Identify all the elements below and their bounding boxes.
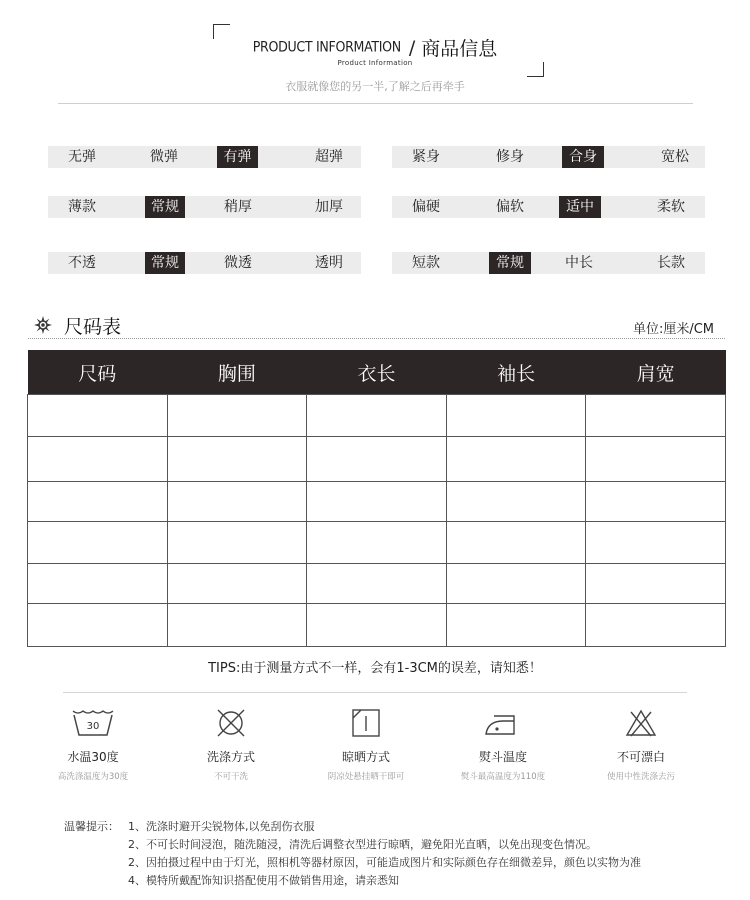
- attribute-row-transparency: [48, 252, 361, 274]
- attribute-option: 偏硬: [412, 199, 440, 215]
- table-cell: [446, 564, 586, 604]
- notice-label: 温馨提示：: [64, 820, 119, 833]
- attribute-option: 紧身: [412, 149, 440, 165]
- care-note: 使用中性洗涤去污: [606, 772, 675, 782]
- table-cell: [307, 522, 447, 564]
- title-chinese: 商品信息: [421, 38, 498, 60]
- table-cell: [167, 395, 307, 437]
- attribute-row-length: [392, 252, 705, 274]
- attribute-option: 柔软: [657, 199, 685, 215]
- table-cell: [307, 604, 447, 647]
- attribute-option: 短款: [412, 255, 440, 271]
- table-cell: [586, 564, 726, 604]
- attribute-option-selected: 常规: [145, 252, 185, 274]
- care-item-bleach: [571, 708, 711, 782]
- notice-list: [128, 818, 641, 890]
- attribute-option-selected: 有弹: [217, 146, 258, 168]
- tips-text: TIPS:由于测量方式不一样，会有1-3CM的误差，请知悉！: [208, 661, 542, 676]
- table-cell: [446, 395, 586, 437]
- column-header-sleeve: 袖长: [446, 350, 586, 395]
- notice-item: 4、模特所戴配饰知识搭配使用不做销售用途，请亲悉知: [128, 874, 399, 887]
- size-table: [27, 350, 726, 647]
- care-item-wash: [23, 708, 163, 782]
- attribute-option: 中长: [565, 255, 593, 271]
- table-cell: [28, 564, 168, 604]
- table-cell: [586, 522, 726, 564]
- size-table-header-row: [28, 350, 726, 395]
- table-cell: [307, 437, 447, 482]
- title-english: PRODUCT INFORMATION: [252, 39, 401, 56]
- attribute-option-selected: 常规: [145, 196, 185, 218]
- column-header-size: 尺码: [28, 350, 168, 395]
- table-cell: [586, 482, 726, 522]
- care-item-iron: [433, 708, 573, 782]
- attribute-option: 薄款: [68, 199, 96, 215]
- hang-dry-shade-icon: [344, 708, 388, 738]
- iron-icon: [481, 708, 525, 738]
- attribute-row-fit: [392, 146, 705, 168]
- attribute-row-softness: [392, 196, 705, 218]
- table-cell: [167, 564, 307, 604]
- column-header-length: 衣长: [307, 350, 447, 395]
- unit-label: 单位:厘米/CM: [632, 322, 714, 337]
- tagline: 衣服就像您的另一半,了解之后再牵手: [285, 80, 465, 93]
- table-cell: [307, 564, 447, 604]
- table-cell: [28, 395, 168, 437]
- attribute-option: 长款: [657, 255, 685, 271]
- tips-divider: [63, 692, 687, 693]
- column-header-chest: 胸围: [167, 350, 307, 395]
- care-note: 阴凉处悬挂晒干即可: [327, 772, 405, 782]
- care-label: 不可漂白: [616, 750, 665, 764]
- table-cell: [586, 437, 726, 482]
- product-info-header: [0, 0, 750, 105]
- header-divider: [58, 103, 693, 104]
- table-cell: [28, 437, 168, 482]
- table-cell: [586, 395, 726, 437]
- wash-30-icon: [71, 708, 115, 738]
- table-cell: [307, 482, 447, 522]
- care-label: 熨斗温度: [478, 750, 527, 764]
- table-cell: [167, 522, 307, 564]
- care-item-wash-method: [161, 708, 301, 782]
- table-cell: [167, 482, 307, 522]
- care-label: 晾晒方式: [341, 750, 390, 764]
- table-cell: [446, 604, 586, 647]
- care-label: 水温30度: [67, 750, 119, 764]
- attribute-option: 不透: [68, 255, 96, 271]
- attribute-option: 透明: [315, 255, 343, 271]
- table-cell: [167, 604, 307, 647]
- svg-text:30: 30: [86, 721, 100, 732]
- attribute-option: 偏软: [496, 199, 524, 215]
- attribute-option-selected: 常规: [489, 252, 531, 274]
- attribute-option: 宽松: [661, 149, 689, 165]
- attribute-option-selected: 合身: [562, 146, 604, 168]
- attribute-row-thickness: [48, 196, 361, 218]
- no-bleach-icon: [619, 708, 663, 738]
- size-chart-title: 尺码表: [64, 316, 122, 338]
- attribute-option-selected: 适中: [559, 196, 601, 218]
- table-cell: [28, 482, 168, 522]
- table-cell: [446, 482, 586, 522]
- title-separator: /: [408, 36, 416, 59]
- attribute-option: 超弹: [315, 149, 343, 165]
- attribute-option: 加厚: [315, 199, 343, 215]
- attribute-option: 稍厚: [224, 199, 252, 215]
- table-row: [28, 395, 726, 437]
- table-cell: [307, 395, 447, 437]
- column-header-shoulder: 肩宽: [586, 350, 726, 395]
- attribute-option: 无弹: [68, 149, 96, 165]
- title-subtitle: Product Information: [337, 59, 413, 67]
- attribute-option: 修身: [496, 149, 524, 165]
- care-note: 不可干洗: [213, 772, 248, 782]
- table-cell: [446, 437, 586, 482]
- notice-item: 2、不可长时间浸泡，随洗随浸，清洗后调整衣型进行晾晒，避免阳光直晒，以免出现变色情况。: [128, 838, 597, 851]
- table-row: [28, 564, 726, 604]
- care-note: 熨斗最高温度为110度: [460, 772, 546, 782]
- care-item-drying: [296, 708, 436, 782]
- table-cell: [446, 522, 586, 564]
- page-title: [0, 34, 750, 61]
- attribute-row-elasticity: [48, 146, 361, 168]
- notice-item: 2、因拍摄过程中由于灯光，照相机等器材原因，可能造成图片和实际颜色存在细微差异，颜色以实物为准: [128, 856, 641, 869]
- no-tumble-dry-icon: [209, 708, 253, 738]
- table-cell: [28, 604, 168, 647]
- table-row: [28, 604, 726, 647]
- care-label: 洗涤方式: [206, 750, 255, 764]
- table-row: [28, 437, 726, 482]
- table-cell: [28, 522, 168, 564]
- notice-item: 1、洗涤时避开尖锐物体,以免刮伤衣服: [128, 820, 315, 833]
- care-note: 高洗涤温度为30度: [57, 772, 129, 782]
- attribute-option: 微透: [224, 255, 252, 271]
- attribute-option: 微弹: [150, 149, 178, 165]
- sun-icon: [34, 316, 52, 334]
- dotted-divider: [28, 338, 725, 339]
- table-cell: [167, 437, 307, 482]
- table-row: [28, 482, 726, 522]
- table-cell: [586, 604, 726, 647]
- table-row: [28, 522, 726, 564]
